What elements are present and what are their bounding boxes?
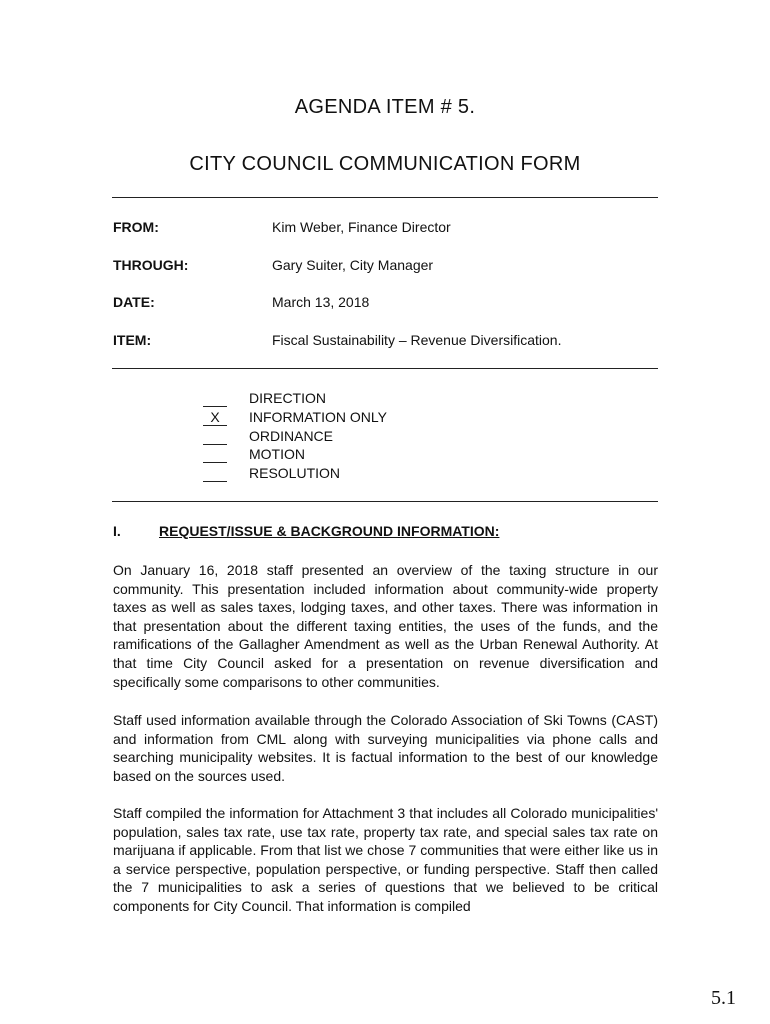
option-label-ordinance: ORDINANCE <box>249 428 334 444</box>
divider-bottom <box>112 501 658 502</box>
option-label-resolution: RESOLUTION <box>249 465 341 481</box>
from-label: FROM: <box>113 219 159 235</box>
divider-top <box>112 197 658 198</box>
section-number: I. <box>113 523 121 539</box>
paragraph-3: Staff compiled the information for Attachment 3 that includes all Colorado municipalities' population, sales tax rate, use tax rate, property tax rate, and special sales tax rate on marijuana if applicable. From that list we chose 7 communities that were either like us in a service perspective, population perspective, or funding perspective. Staff then called the 7 municipalities to ask a series of questions that we believed to be critical components for City Council. That information is compiled <box>113 805 658 914</box>
page-number: 5.1 <box>711 987 736 1009</box>
form-title: CITY COUNCIL COMMUNICATION FORM <box>189 153 581 175</box>
section-title: REQUEST/ISSUE & BACKGROUND INFORMATION: <box>159 523 500 539</box>
item-label: ITEM: <box>113 332 152 348</box>
agenda-item-heading: AGENDA ITEM # 5. <box>294 96 476 118</box>
paragraph-1: On January 16, 2018 staff presented an overview of the taxing structure in our community. This presentation included information about community-wide property taxes as well as sales taxes, lodging taxes, and other taxes. There was information in that presentation about the different taxing entities, the uses of the funds, and the ramifications of the Gallagher Amendment as well as the Urban Renewal Authority. At that time City Council asked for a presentation on revenue diversification and specifically some comparisons to other communities. <box>113 562 658 690</box>
item-value: Fiscal Sustainability – Revenue Diversification. <box>272 332 562 348</box>
checkbox-resolution[interactable] <box>203 466 227 482</box>
paragraph-2: Staff used information available through the Colorado Association of Ski Towns (CAST) and information from CML along with surveying municipalities via phone calls and searching municipality websites. It is factual information to the best of our knowledge based on the sources used. <box>113 712 658 784</box>
option-label-motion: MOTION <box>249 446 305 462</box>
option-label-information-only: INFORMATION ONLY <box>249 409 387 425</box>
checkbox-motion[interactable] <box>203 447 227 463</box>
checkbox-direction[interactable] <box>203 391 227 407</box>
checkbox-information-only[interactable]: X <box>203 410 227 426</box>
through-label: THROUGH: <box>113 257 189 273</box>
through-value: Gary Suiter, City Manager <box>272 257 434 273</box>
checkbox-ordinance[interactable] <box>203 429 227 445</box>
date-label: DATE: <box>113 294 155 310</box>
option-label-direction: DIRECTION <box>249 390 326 406</box>
date-value: March 13, 2018 <box>272 294 370 310</box>
from-value: Kim Weber, Finance Director <box>272 219 451 235</box>
divider-middle <box>112 368 658 369</box>
